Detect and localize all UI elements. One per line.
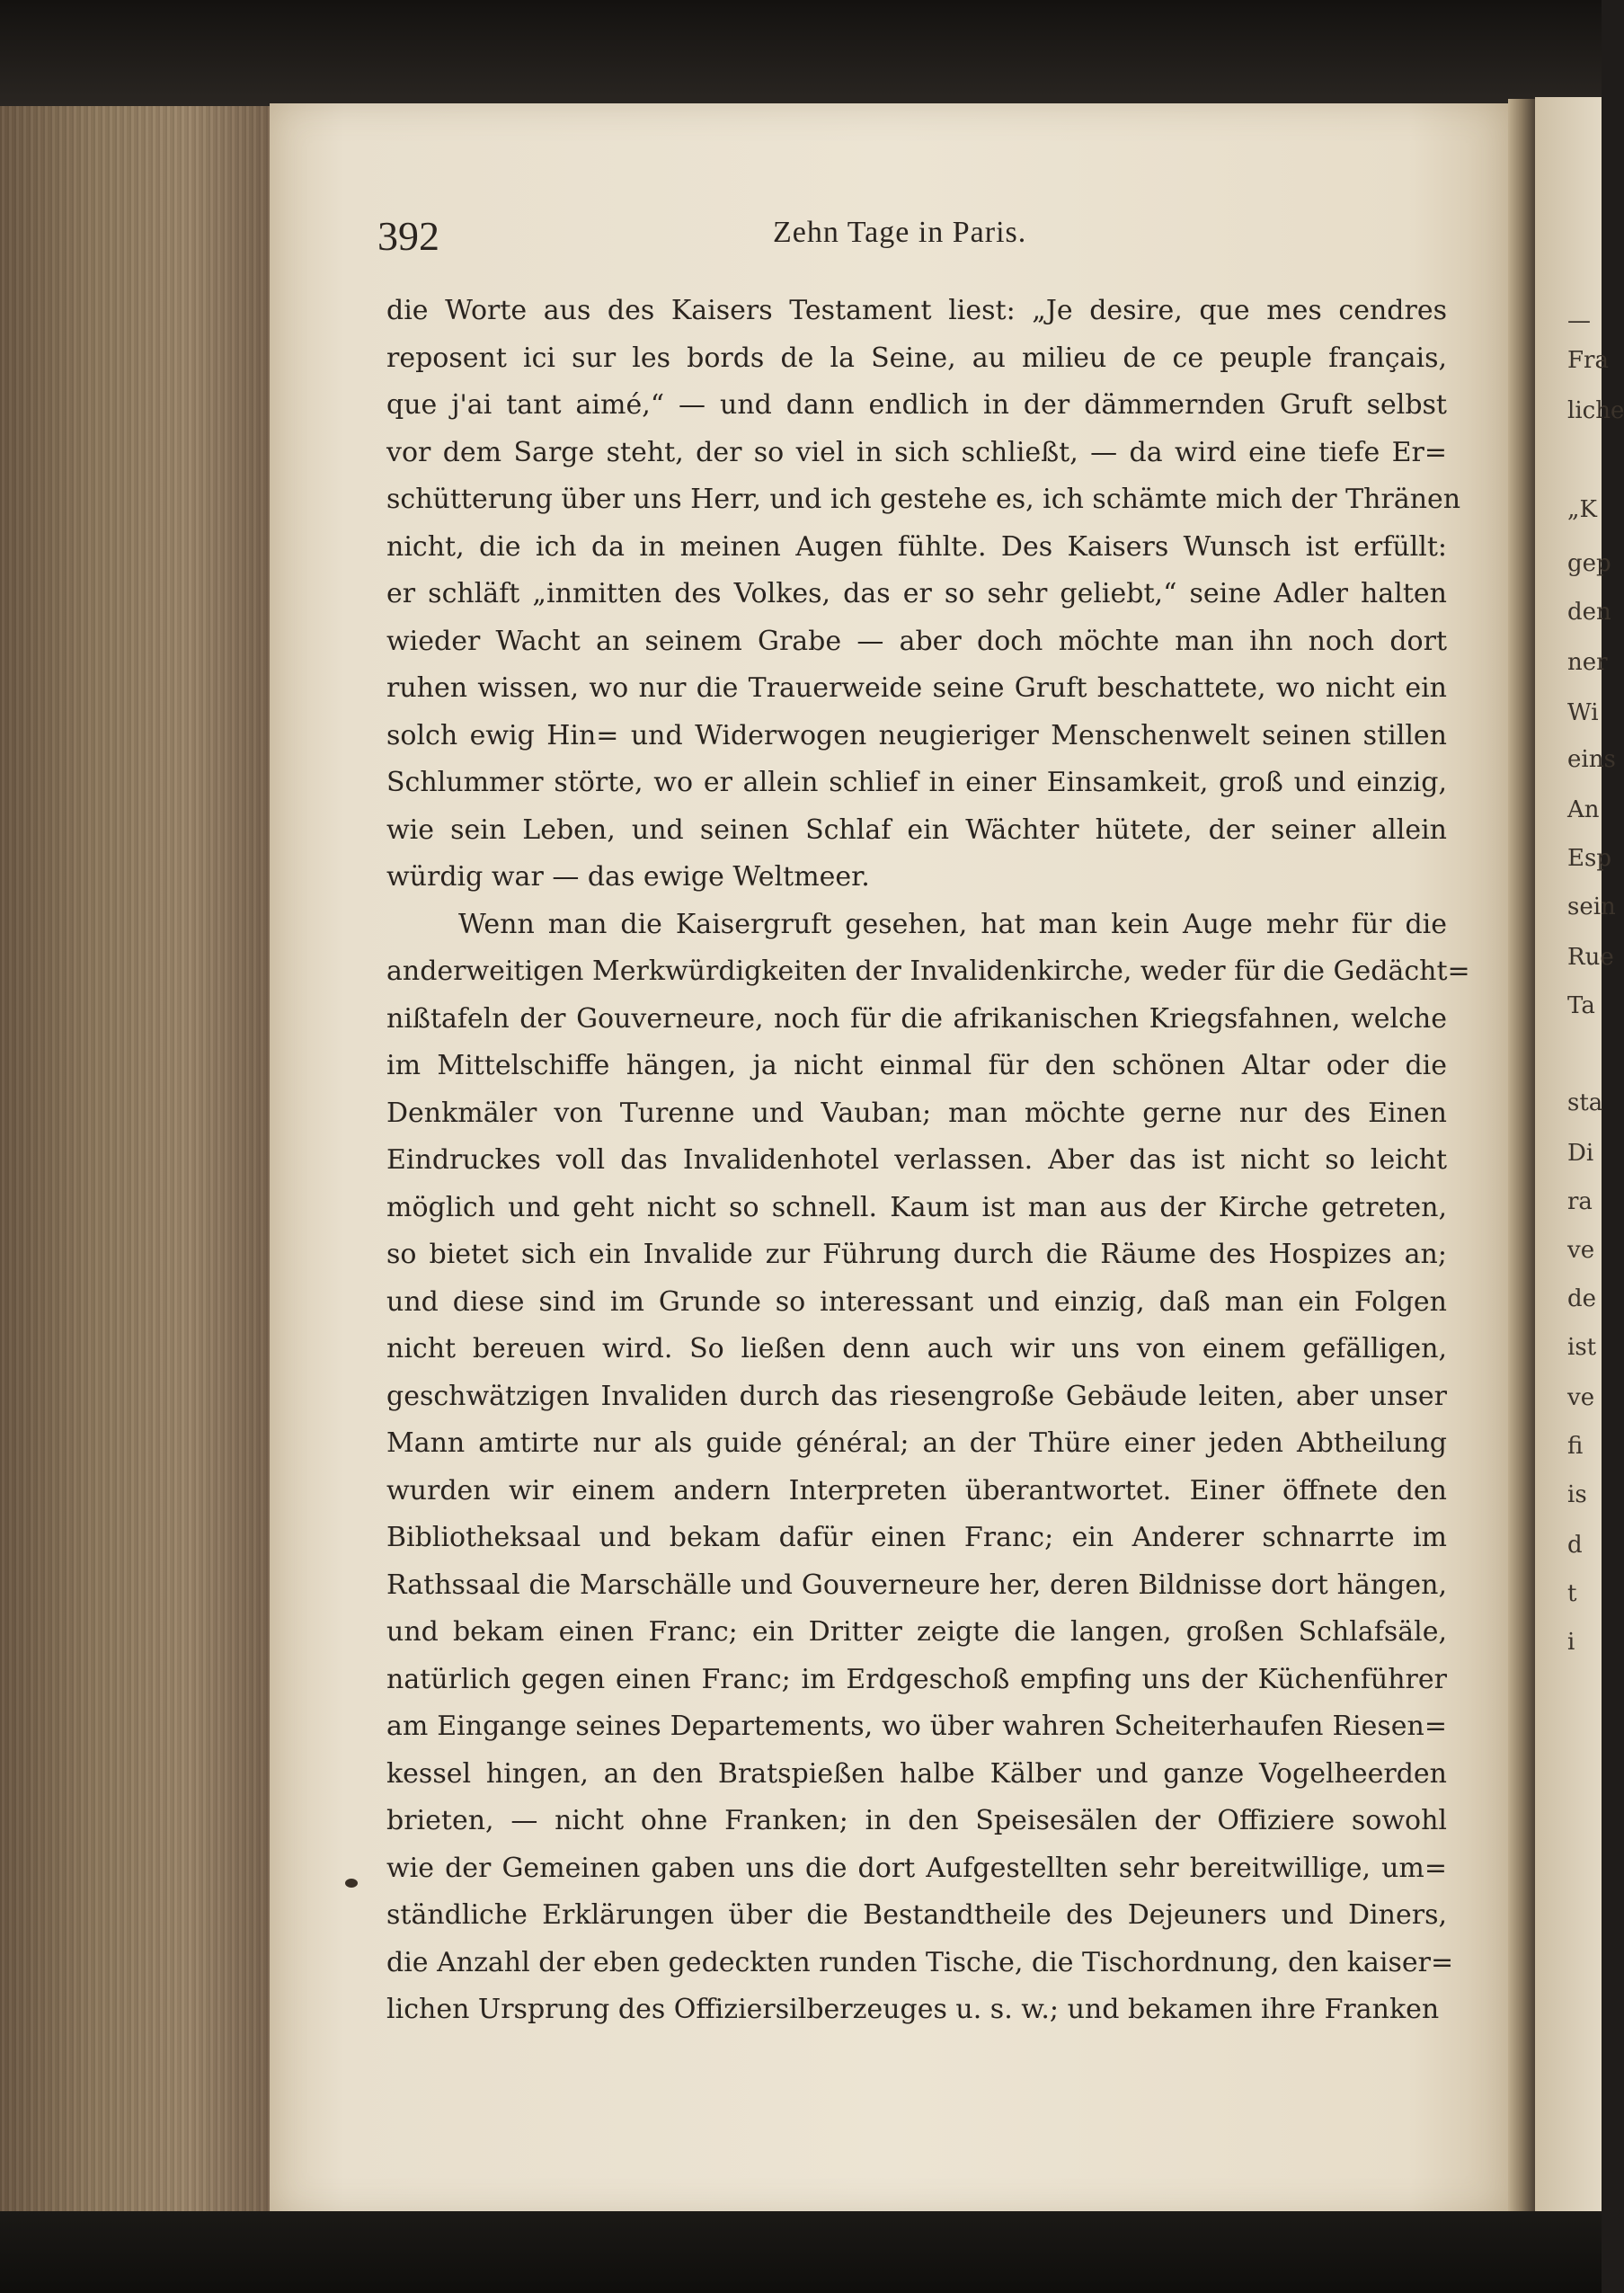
- ink-speck: [345, 1879, 358, 1888]
- text-line: nicht bereuen wird. So ließen denn auch wir uns von einem gefälligen,: [386, 1333, 1447, 1364]
- text-line: und bekam einen Franc; ein Dritter zeigte die langen, großen Schlafsäle,: [386, 1616, 1447, 1648]
- text-line: kessel hingen, an den Bratspießen halbe Kälber und ganze Vogelheerden: [386, 1757, 1447, 1790]
- text-line: im Mittelschiffe hängen, ja nicht einmal für den schönen Altar oder die: [386, 1050, 1447, 1081]
- text-line: Bibliotheksaal und bekam dafür einen Franc; ein Anderer schnarrte im: [386, 1522, 1447, 1553]
- text-line: ständliche Erklärungen über die Bestandtheile des Dejeuners und Diners,: [386, 1899, 1447, 1931]
- adjacent-page-fragment: ve: [1567, 1384, 1595, 1411]
- text-line: reposent ici sur les bords de la Seine, au milieu de ce peuple français,: [386, 342, 1447, 374]
- adjacent-page-fragment: fi: [1567, 1433, 1584, 1460]
- adjacent-page-fragment: eins: [1567, 746, 1616, 773]
- scan-background-bottom: [0, 2211, 1602, 2293]
- adjacent-page-fragment: d: [1567, 1532, 1583, 1559]
- text-line: so bietet sich ein Invalide zur Führung durch die Räume des Hospizes an;: [386, 1239, 1447, 1270]
- text-line: wie sein Leben, und seinen Schlaf ein Wächter hütete, der seiner allein: [386, 813, 1447, 846]
- adjacent-page-fragment: Fra: [1567, 347, 1609, 374]
- adjacent-page-edge: [1535, 97, 1624, 2220]
- paragraph-end-line: würdig war — das ewige Weltmeer.: [386, 861, 870, 893]
- adjacent-page-fragment: —: [1567, 307, 1591, 334]
- text-line: vor dem Sarge steht, der so viel in sich schließt, — da wird eine tiefe Er=: [386, 436, 1447, 468]
- adjacent-page-fragment: is: [1567, 1481, 1587, 1508]
- text-line: ruhen wissen, wo nur die Trauerweide seine Gruft beschattete, wo nicht ein: [386, 672, 1447, 704]
- adjacent-page-fragment: An: [1567, 796, 1600, 823]
- adjacent-page-fragment: Esp: [1567, 845, 1611, 872]
- text-line: Eindruckes voll das Invalidenhotel verlassen. Aber das ist nicht so leicht: [386, 1144, 1447, 1176]
- adjacent-page-fragment: Rue: [1567, 944, 1614, 971]
- text-line: schütterung über uns Herr, und ich gestehe es, ich schämte mich der Thränen: [386, 484, 1461, 515]
- paragraph-start-line: Wenn man die Kaisergruft gesehen, hat man kein Auge mehr für die: [458, 908, 1447, 940]
- body-text: [386, 288, 1470, 2034]
- adjacent-page-fragment: t: [1567, 1580, 1577, 1607]
- text-line: brieten, — nicht ohne Franken; in den Speisesälen der Offiziere sowohl: [386, 1805, 1447, 1836]
- adjacent-page-fragment: Ta: [1567, 992, 1595, 1019]
- text-line: die Worte aus des Kaisers Testament liest: „Je desire, que mes cendres: [386, 295, 1447, 326]
- adjacent-page-fragment: ner: [1567, 649, 1608, 676]
- text-line: solch ewig Hin= und Widerwogen neugieriger Menschenwelt seinen stillen: [386, 719, 1447, 751]
- text-line: Rathssaal die Marschälle und Gouverneure her, deren Bildnisse dort hängen,: [386, 1569, 1447, 1601]
- running-title: Zehn Tage in Paris.: [773, 216, 1027, 249]
- text-line: natürlich gegen einen Franc; im Erdgeschoß empfing uns der Küchenführer: [386, 1663, 1447, 1695]
- text-line: nißtafeln der Gouverneure, noch für die afrikanischen Kriegsfahnen, welche: [386, 1002, 1447, 1035]
- text-line: geschwätzigen Invaliden durch das riesengroße Gebäude leiten, aber unser: [386, 1380, 1447, 1412]
- text-line: Mann amtirte nur als guide général; an der Thüre einer jeden Abtheilung: [386, 1427, 1447, 1459]
- text-line: Schlummer störte, wo er allein schlief in einer Einsamkeit, groß und einzig,: [386, 767, 1447, 798]
- adjacent-page-fragment: Wi: [1567, 699, 1599, 726]
- text-line: anderweitigen Merkwürdigkeiten der Invalidenkirche, weder für die Gedächt=: [386, 955, 1470, 987]
- text-line: lichen Ursprung des Offiziersilberzeuges u. s. w.; und bekamen ihre Franken: [386, 1994, 1440, 2025]
- text-line: nicht, die ich da in meinen Augen fühlte. Des Kaisers Wunsch ist erfüllt:: [386, 530, 1447, 563]
- adjacent-page-fragment: ist: [1567, 1334, 1597, 1361]
- text-line: möglich und geht nicht so schnell. Kaum ist man aus der Kirche getreten,: [386, 1191, 1447, 1223]
- page-number: 392: [377, 213, 439, 259]
- page-header: [377, 212, 1060, 266]
- text-line: wie der Gemeinen gaben uns die dort Aufgestellten sehr bereitwillige, um=: [386, 1852, 1447, 1884]
- adjacent-page-fragment: ve: [1567, 1237, 1595, 1264]
- adjacent-page-fragment: sta: [1567, 1089, 1603, 1116]
- adjacent-page-fragment: sein: [1567, 893, 1616, 920]
- adjacent-page-fragment: gep: [1567, 550, 1611, 577]
- text-line: que j'ai tant aimé,“ — und dann endlich in der dämmernden Gruft selbst: [386, 389, 1447, 421]
- adjacent-page-fragment: den: [1567, 599, 1611, 626]
- text-line: wurden wir einem andern Interpreten überantwortet. Einer öffnete den: [386, 1474, 1447, 1506]
- text-line: wieder Wacht an seinem Grabe — aber doch möchte man ihn noch dort: [386, 625, 1447, 657]
- adjacent-page-fragment: „K: [1567, 496, 1597, 523]
- scan-background-top: [0, 0, 1602, 108]
- adjacent-page-fragment: de: [1567, 1285, 1597, 1312]
- text-line: er schläft „inmitten des Volkes, das er so sehr geliebt,“ seine Adler halten: [386, 578, 1447, 609]
- text-line: die Anzahl der eben gedeckten runden Tische, die Tischordnung, den kaiser=: [386, 1946, 1454, 1978]
- page-edges: [0, 106, 272, 2218]
- adjacent-page-fragment: Di: [1567, 1140, 1594, 1167]
- adjacent-page-fragment: i: [1567, 1629, 1575, 1656]
- book-gutter: [1508, 99, 1535, 2220]
- text-line: am Eingange seines Departements, wo über wahren Scheiterhaufen Riesen=: [386, 1711, 1447, 1742]
- text-line: und diese sind im Grunde so interessant und einzig, daß man ein Folgen: [386, 1285, 1447, 1318]
- text-line: Denkmäler von Turenne und Vauban; man möchte gerne nur des Einen: [386, 1097, 1447, 1129]
- adjacent-page-fragment: liche: [1567, 397, 1624, 424]
- adjacent-page-fragment: ra: [1567, 1188, 1593, 1215]
